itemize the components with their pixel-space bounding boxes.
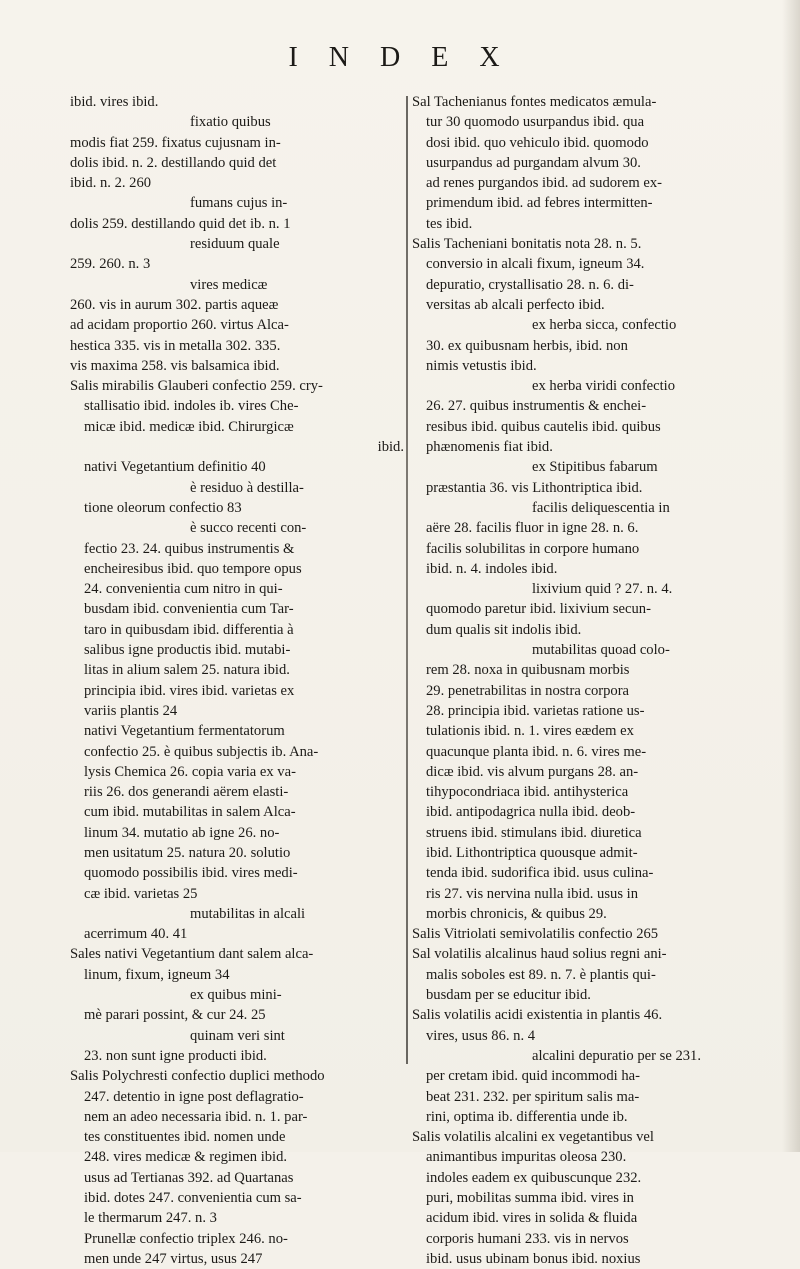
index-line: quacunque planta ibid. n. 6. vires me- [426,743,647,760]
index-line: 247. detentio in igne post deflagratio- [84,1088,304,1105]
index-line: è residuo à destilla- [190,479,304,496]
index-line: rem 28. noxa in quibusnam morbis [426,662,630,679]
index-line: fectio 23. 24. quibus instrumentis & [84,540,295,557]
index-line: alcalini depuratio per se 231. [532,1047,701,1064]
index-line: cum ibid. mutabilitas in salem Alca- [84,804,296,821]
index-line: per cretam ibid. quid incommodi ha- [426,1068,640,1085]
index-line: corporis humani 233. vis in nervos [426,1230,629,1247]
index-line: 259. 260. n. 3 [70,256,151,273]
index-line: tes ibid. [426,215,473,232]
index-line: quinam veri sint [190,1027,285,1044]
index-line: Salis mirabilis Glauberi confectio 259. cry- [70,378,323,395]
index-line: 260. vis in aurum 302. partis aqueæ [70,296,279,313]
index-line: variis plantis 24 [84,702,178,719]
index-line: Salis Tacheniani bonitatis nota 28. n. 5. [412,236,642,253]
index-line: cæ ibid. varietas 25 [84,885,198,902]
index-line: quomodo possibilis ibid. vires medi- [84,865,298,882]
index-line: versitas ab alcali perfecto ibid. [426,296,605,313]
index-line: animantibus impuritas oleosa 230. [426,1149,627,1166]
index-line: ibid. n. 2. 260 [70,175,152,192]
index-line: struens ibid. stimulans ibid. diuretica [426,824,642,841]
index-line: quomodo paretur ibid. lixivium secun- [426,601,651,618]
index-line: ibid. n. 4. indoles ibid. [426,560,558,577]
index-line: rini, optima ib. differentia unde ib. [426,1108,628,1125]
index-line: busdam per se educitur ibid. [426,987,591,1004]
index-line: dolis 259. destillando quid det ib. n. 1 [70,215,291,232]
index-line: tione oleorum confectio 83 [84,499,242,516]
index-line: tes constituentes ibid. nomen unde [84,1129,286,1146]
index-line: men unde 247 virtus, usus 247 [84,1250,263,1267]
right-column [412,92,746,1269]
index-line: Sal Tachenianus fontes medicatos æmula- [412,94,657,110]
index-line: tulationis ibid. n. 1. vires eædem ex [426,723,634,740]
index-line: linum, fixum, igneum 34 [84,966,230,983]
page-edge-shadow [782,0,800,1152]
index-line: 24. convenientia cum nitro in qui- [84,581,283,598]
index-line: ex herba viridi confectio [532,378,676,395]
index-line: tihypocondriaca ibid. antihysterica [426,784,629,801]
index-line: 29. penetrabilitas in nostra corpora [426,682,630,699]
index-line: ad acidam proportio 260. virtus Alca- [70,317,289,334]
index-line: usurpandus ad purgandam alvum 30. [426,154,641,171]
index-line: le thermarum 247. n. 3 [84,1210,217,1227]
index-line: Prunellæ confectio triplex 246. no- [84,1230,288,1247]
index-line: lixivium quid ? 27. n. 4. [532,581,673,598]
index-line: ibid. usus ubinam bonus ibid. noxius [426,1250,641,1267]
index-line: nativi Vegetantium definitio 40 [84,459,266,476]
column-divider [406,96,408,1064]
index-line: Salis Vitriolati semivolatilis confectio 265 [412,926,659,943]
index-line: vis maxima 258. vis balsamica ibid. [70,357,280,374]
index-line: residuum quale [190,236,280,253]
index-line: riis 26. dos generandi aërem elasti- [84,784,289,801]
index-line: ibid. vires ibid. [70,94,159,110]
index-line: fumans cujus in- [190,195,288,212]
index-line: ibid. antipodagrica nulla ibid. deob- [426,804,636,821]
index-line: litas in alium salem 25. natura ibid. [84,662,290,679]
index-line: 26. 27. quibus instrumentis & enchei- [426,398,647,415]
index-line: indoles eadem ex quibuscunque 232. [426,1169,642,1186]
index-line: beat 231. 232. per spiritum salis ma- [426,1088,640,1105]
page-header: I N D E X [288,42,512,73]
index-line: usus ad Tertianas 392. ad Quartanas [84,1169,294,1186]
index-line: ex Stipitibus fabarum [532,459,658,476]
index-line: mè parari possint, & cur 24. 25 [84,1007,266,1024]
index-line: hestica 335. vis in metalla 302. 335. [70,337,281,354]
index-line: malis soboles est 89. n. 7. è plantis qui- [426,966,656,983]
index-line: ibid. dotes 247. convenientia cum sa- [84,1190,302,1207]
index-line: conversio in alcali fixum, igneum 34. [426,256,645,273]
index-line: micæ ibid. medicæ ibid. Chirurgicæ [84,418,294,435]
index-line: ibid. [377,439,404,456]
index-line: tenda ibid. sudorifica ibid. usus culina- [426,865,654,882]
index-line: præstantia 36. vis Lithontriptica ibid. [426,479,643,496]
index-line: facilis solubilitas in corpore humano [426,540,640,557]
index-line: dolis ibid. n. 2. destillando quid det [70,154,277,171]
index-line: busdam ibid. convenientia cum Tar- [84,601,294,618]
index-line: tur 30 quomodo usurpandus ibid. qua [426,114,645,131]
index-line: phænomenis fiat ibid. [426,439,553,456]
index-line: aëre 28. facilis fluor in igne 28. n. 6. [426,520,639,537]
index-line: lysis Chemica 26. copia varia ex va- [84,763,296,780]
index-line: mutabilitas quoad colo- [532,642,670,659]
index-line: morbis chronicis, & quibus 29. [426,905,607,922]
index-line: nem an adeo necessaria ibid. n. 1. par- [84,1108,308,1125]
index-line: dicæ ibid. vis alvum purgans 28. an- [426,763,639,780]
left-column [70,92,404,1269]
index-line: salibus igne productis ibid. mutabi- [84,642,291,659]
index-line: principia ibid. vires ibid. varietas ex [84,682,295,699]
index-line: primendum ibid. ad febres intermitten- [426,195,653,212]
index-line: Sal volatilis alcalinus haud solius regni ani- [412,946,667,963]
index-line: vires medicæ [190,276,268,293]
index-line: Sales nativi Vegetantium dant salem alca- [70,946,314,963]
index-line: mutabilitas in alcali [190,905,306,922]
index-line: encheiresibus ibid. quo tempore opus [84,560,302,577]
index-line: ex herba sicca, confectio [532,317,677,334]
index-line: stallisatio ibid. indoles ib. vires Che- [84,398,299,415]
index-line: nativi Vegetantium fermentatorum [84,723,285,740]
index-line: 30. ex quibusnam herbis, ibid. non [426,337,628,354]
index-line: ex quibus mini- [190,987,282,1004]
index-line: nimis vetustis ibid. [426,357,537,374]
index-line: depuratio, crystallisatio 28. n. 6. di- [426,276,634,293]
index-line: vires, usus 86. n. 4 [426,1027,536,1044]
index-line: 248. vires medicæ & regimen ibid. [84,1149,288,1166]
index-line: dosi ibid. quo vehiculo ibid. quomodo [426,134,649,151]
index-line: 28. principia ibid. varietas ratione us- [426,702,645,719]
index-line: 23. non sunt igne producti ibid. [84,1047,267,1064]
index-line: resibus ibid. quibus cautelis ibid. quibus [426,418,661,435]
index-line: Salis volatilis acidi existentia in plantis 46. [412,1007,663,1024]
index-line: men usitatum 25. natura 20. solutio [84,844,291,861]
index-line: facilis deliquescentia in [532,499,670,516]
index-line: acerrimum 40. 41 [84,926,188,943]
index-line: taro in quibusdam ibid. differentia à [84,621,294,638]
index-line: ad renes purgandos ibid. ad sudorem ex- [426,175,663,192]
index-line: linum 34. mutatio ab igne 26. no- [84,824,280,841]
index-line: fixatio quibus [190,114,271,131]
index-line: ris 27. vis nervina nulla ibid. usus in [426,885,639,902]
index-line: acidum ibid. vires in solida & fluida [426,1210,638,1227]
index-line: è succo recenti con- [190,520,307,537]
index-line: Salis volatilis alcalini ex vegetantibus vel [412,1129,654,1146]
index-line: confectio 25. è quibus subjectis ib. Ana- [84,743,319,760]
index-line: modis fiat 259. fixatus cujusnam in- [70,134,281,151]
index-line: dum qualis sit indolis ibid. [426,621,582,638]
index-line: ibid. Lithontriptica quousque admit- [426,844,638,861]
index-line: puri, mobilitas summa ibid. vires in [426,1190,634,1207]
index-line: Salis Polychresti confectio duplici methodo [70,1068,325,1085]
